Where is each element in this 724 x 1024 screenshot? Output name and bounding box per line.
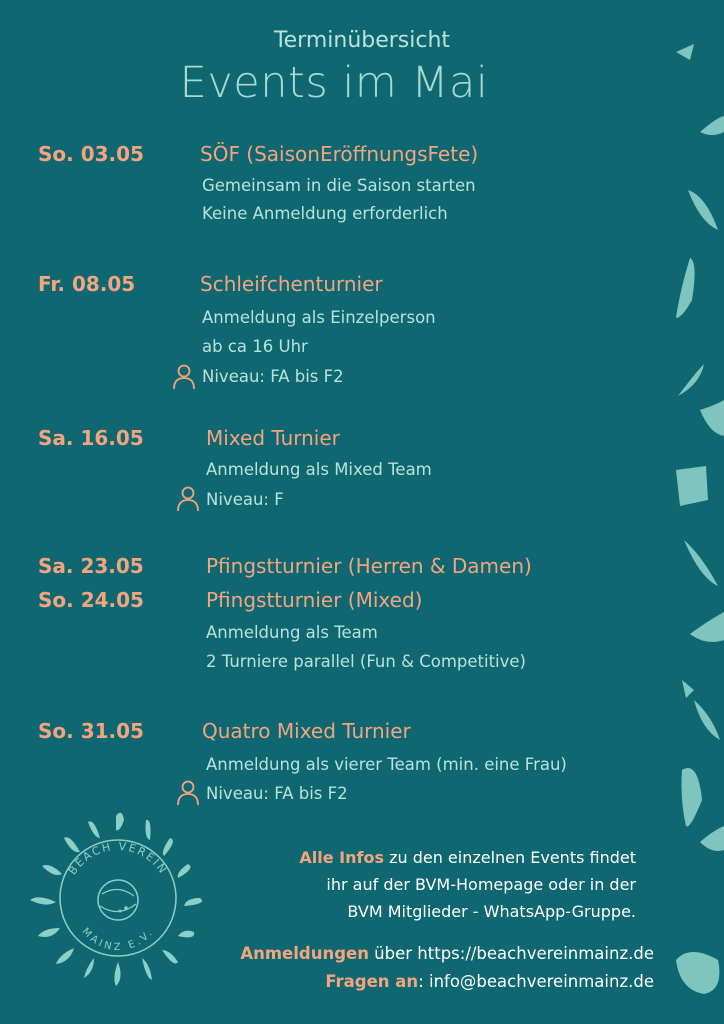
leaf-decoration: [676, 466, 708, 506]
event-title: Pfingstturnier (Mixed): [206, 588, 423, 612]
registration-link[interactable]: über https://beachvereinmainz.de: [368, 944, 654, 963]
info-highlight: Alle Infos: [299, 848, 384, 867]
registration-label: Anmeldungen: [240, 944, 369, 963]
logo-bottom-text: MAINZ E.V.: [79, 926, 157, 954]
info-line: BVM Mitglieder - WhatsApp-Gruppe.: [347, 902, 636, 921]
person-icon: [176, 780, 200, 806]
event-detail: Anmeldung als Team: [206, 623, 378, 642]
event-date: Sa. 16.05: [38, 426, 144, 450]
leaf-decoration: [684, 540, 718, 586]
event-title: Mixed Turnier: [206, 426, 340, 450]
event-detail: Anmeldung als Einzelperson: [202, 308, 436, 327]
event-title: Pfingstturnier (Herren & Damen): [206, 554, 532, 578]
event-detail: 2 Turniere parallel (Fun & Competitive): [206, 652, 526, 671]
leaf-decoration: [700, 826, 724, 851]
leaf-decoration: [694, 700, 720, 740]
event-detail: ab ca 16 Uhr: [202, 337, 308, 356]
event-detail: Anmeldung als Mixed Team: [206, 460, 432, 479]
leaf-decoration: [688, 190, 718, 230]
event-level: Niveau: FA bis F2: [206, 784, 348, 803]
event-date: So. 31.05: [38, 719, 144, 743]
info-line: [299, 844, 636, 871]
info-line: ihr auf der BVM-Homepage oder in der: [326, 875, 636, 894]
leaf-decoration: [700, 116, 724, 135]
event-level: Niveau: FA bis F2: [202, 367, 344, 386]
questions-line: [325, 972, 654, 991]
event-level: Niveau: F: [206, 490, 284, 509]
info-text: zu den einzelnen Events findet: [383, 848, 636, 867]
svg-text:BEACH VEREIN: [66, 840, 170, 877]
registration-line: [240, 944, 654, 963]
event-date: So. 03.05: [38, 142, 144, 166]
info-block: [299, 844, 636, 925]
page-subtitle: Terminübersicht: [273, 28, 451, 53]
event-title: Schleifchenturnier: [200, 272, 383, 296]
event-date: Fr. 08.05: [38, 272, 136, 296]
club-logo: [28, 808, 208, 988]
leaf-decoration: [676, 258, 695, 318]
leaf-decoration: [676, 952, 719, 994]
person-icon: [176, 486, 200, 512]
leaf-decoration: [700, 400, 724, 436]
event-detail: Anmeldung als vierer Team (min. eine Frau): [206, 755, 567, 774]
leaf-decoration: [682, 680, 694, 698]
event-detail: Keine Anmeldung erforderlich: [202, 204, 448, 223]
leaf-decoration: [690, 612, 724, 642]
questions-label: Fragen an: [325, 972, 419, 991]
questions-email[interactable]: : info@beachvereinmainz.de: [418, 972, 654, 991]
event-date: Sa. 23.05: [38, 554, 144, 578]
leaf-decoration: [682, 768, 703, 826]
leaf-decoration: [678, 364, 704, 396]
event-detail: Gemeinsam in die Saison starten: [202, 176, 476, 195]
event-date: So. 24.05: [38, 588, 144, 612]
person-icon: [172, 364, 196, 390]
logo-top-text: BEACH VEREIN: [65, 839, 171, 878]
page-title: Events im Mai: [179, 58, 489, 108]
event-title: Quatro Mixed Turnier: [202, 719, 411, 743]
event-title: SÖF (SaisonEröffnungsFete): [200, 142, 479, 166]
